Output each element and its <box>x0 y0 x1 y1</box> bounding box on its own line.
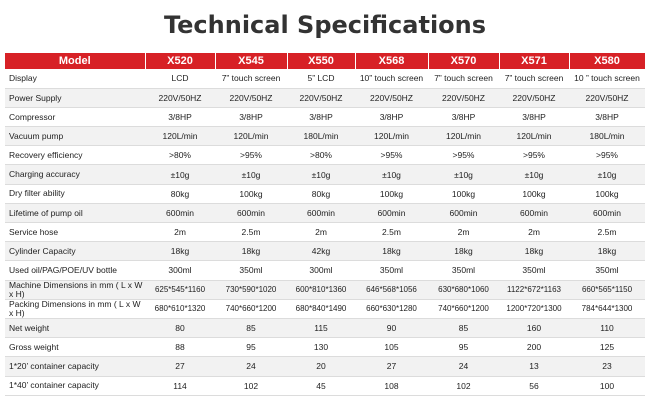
column-header: Model <box>5 53 145 69</box>
table-cell: >80% <box>145 146 215 165</box>
table-cell: 3/8HP <box>499 107 569 126</box>
column-header: X571 <box>499 53 569 69</box>
table-cell: 18kg <box>569 242 645 261</box>
table-cell: 680*610*1320 <box>145 299 215 318</box>
table-cell: 200 <box>499 338 569 357</box>
row-label: Service hose <box>5 223 145 242</box>
table-cell: 220V/50HZ <box>569 88 645 107</box>
table-cell: 120L/min <box>428 127 499 146</box>
table-cell: 20 <box>287 357 355 376</box>
table-cell: 24 <box>215 357 287 376</box>
table-cell: 85 <box>428 318 499 337</box>
table-cell: 95 <box>428 338 499 357</box>
table-row <box>5 280 645 299</box>
table-row <box>5 318 645 337</box>
column-header: X580 <box>569 53 645 69</box>
row-label: Lifetime of pump oil <box>5 203 145 222</box>
table-cell: 10 ” touch screen <box>569 69 645 88</box>
table-cell: 115 <box>287 318 355 337</box>
table-row <box>5 127 645 146</box>
table-cell: 730*590*1020 <box>215 280 287 299</box>
table-cell: 220V/50HZ <box>215 88 287 107</box>
table-cell: 102 <box>215 376 287 395</box>
row-label: 1*40’ container capacity <box>5 376 145 395</box>
row-label: Packing Dimensions in mm ( L x W x H) <box>5 299 145 318</box>
table-cell: 2m <box>145 223 215 242</box>
table-row <box>5 184 645 203</box>
table-cell: 1122*672*1163 <box>499 280 569 299</box>
page-title: Technical Specifications <box>163 11 487 39</box>
table-cell: 2m <box>287 223 355 242</box>
table-cell: 102 <box>428 376 499 395</box>
table-header-row <box>5 53 645 69</box>
table-cell: 85 <box>215 318 287 337</box>
row-label: Cylinder Capacity <box>5 242 145 261</box>
table-cell: 7” touch screen <box>215 69 287 88</box>
row-label: Used oil/PAG/POE/UV bottle <box>5 261 145 280</box>
table-cell: 3/8HP <box>569 107 645 126</box>
table-cell: 740*660*1200 <box>215 299 287 318</box>
table-cell: 108 <box>355 376 428 395</box>
table-cell: 90 <box>355 318 428 337</box>
table-cell: ±10g <box>215 165 287 184</box>
row-label: 1*20’ container capacity <box>5 357 145 376</box>
table-cell: 3/8HP <box>428 107 499 126</box>
table-cell: 18kg <box>145 242 215 261</box>
table-row <box>5 357 645 376</box>
table-cell: 2m <box>499 223 569 242</box>
table-cell: 100kg <box>428 184 499 203</box>
table-cell: ±10g <box>569 165 645 184</box>
table-cell: 13 <box>499 357 569 376</box>
table-cell: 7” touch screen <box>499 69 569 88</box>
table-cell: 100kg <box>569 184 645 203</box>
table-cell: 95 <box>215 338 287 357</box>
row-label: Compressor <box>5 107 145 126</box>
table-cell: 114 <box>145 376 215 395</box>
table-cell: 100kg <box>355 184 428 203</box>
table-cell: 105 <box>355 338 428 357</box>
table-cell: >80% <box>287 146 355 165</box>
table-cell: 600min <box>287 203 355 222</box>
table-cell: 350ml <box>355 261 428 280</box>
table-cell: 80kg <box>145 184 215 203</box>
table-cell: 680*840*1490 <box>287 299 355 318</box>
table-cell: 600min <box>569 203 645 222</box>
table-cell: 350ml <box>569 261 645 280</box>
table-cell: 600min <box>499 203 569 222</box>
table-cell: 630*680*1060 <box>428 280 499 299</box>
column-header: X570 <box>428 53 499 69</box>
table-row <box>5 376 645 395</box>
table-row <box>5 223 645 242</box>
table-cell: 18kg <box>428 242 499 261</box>
table-cell: >95% <box>215 146 287 165</box>
table-cell: ±10g <box>355 165 428 184</box>
table-cell: 1200*720*1300 <box>499 299 569 318</box>
table-cell: 3/8HP <box>355 107 428 126</box>
row-label: Machine Dimensions in mm ( L x W x H) <box>5 280 145 299</box>
specifications-table <box>5 53 646 396</box>
table-cell: 180L/min <box>569 127 645 146</box>
table-cell: 180L/min <box>287 127 355 146</box>
table-cell: 27 <box>145 357 215 376</box>
table-cell: 18kg <box>499 242 569 261</box>
table-cell: 660*630*1280 <box>355 299 428 318</box>
table-row <box>5 203 645 222</box>
table-cell: 56 <box>499 376 569 395</box>
table-cell: 646*568*1056 <box>355 280 428 299</box>
table-cell: 3/8HP <box>287 107 355 126</box>
table-cell: 42kg <box>287 242 355 261</box>
table-cell: 10” touch screen <box>355 69 428 88</box>
table-cell: ±10g <box>428 165 499 184</box>
table-row <box>5 146 645 165</box>
table-cell: 600min <box>145 203 215 222</box>
table-cell: 110 <box>569 318 645 337</box>
table-cell: 120L/min <box>499 127 569 146</box>
table-cell: 220V/50HZ <box>287 88 355 107</box>
row-label: Dry filter ability <box>5 184 145 203</box>
row-label: Display <box>5 69 145 88</box>
table-cell: 220V/50HZ <box>499 88 569 107</box>
table-cell: 2m <box>428 223 499 242</box>
row-label: Charging accuracy <box>5 165 145 184</box>
table-row <box>5 338 645 357</box>
table-cell: 23 <box>569 357 645 376</box>
table-cell: 27 <box>355 357 428 376</box>
table-cell: 2.5m <box>569 223 645 242</box>
table-cell: 18kg <box>215 242 287 261</box>
table-row <box>5 261 645 280</box>
table-cell: 3/8HP <box>145 107 215 126</box>
table-cell: 220V/50HZ <box>355 88 428 107</box>
table-cell: 220V/50HZ <box>428 88 499 107</box>
table-cell: 80kg <box>287 184 355 203</box>
table-row <box>5 242 645 261</box>
table-cell: 2.5m <box>215 223 287 242</box>
table-cell: 220V/50HZ <box>145 88 215 107</box>
table-cell: 120L/min <box>215 127 287 146</box>
table-cell: 2.5m <box>355 223 428 242</box>
table-cell: >95% <box>355 146 428 165</box>
table-cell: >95% <box>428 146 499 165</box>
table-cell: 45 <box>287 376 355 395</box>
column-header: X550 <box>287 53 355 69</box>
table-cell: >95% <box>499 146 569 165</box>
table-cell: 125 <box>569 338 645 357</box>
table-cell: LCD <box>145 69 215 88</box>
table-cell: >95% <box>569 146 645 165</box>
table-cell: 120L/min <box>145 127 215 146</box>
row-label: Net weight <box>5 318 145 337</box>
table-cell: 350ml <box>428 261 499 280</box>
table-cell: 600min <box>215 203 287 222</box>
table-cell: 625*545*1160 <box>145 280 215 299</box>
table-cell: 7” touch screen <box>428 69 499 88</box>
column-header: X545 <box>215 53 287 69</box>
table-cell: ±10g <box>499 165 569 184</box>
table-cell: ±10g <box>287 165 355 184</box>
table-cell: ±10g <box>145 165 215 184</box>
table-row <box>5 107 645 126</box>
table-cell: 160 <box>499 318 569 337</box>
table-cell: 660*565*1150 <box>569 280 645 299</box>
table-cell: 100kg <box>499 184 569 203</box>
table-cell: 600min <box>428 203 499 222</box>
row-label: Recovery efficiency <box>5 146 145 165</box>
table-row <box>5 299 645 318</box>
row-label: Vacuum pump <box>5 127 145 146</box>
table-cell: 300ml <box>145 261 215 280</box>
table-cell: 5” LCD <box>287 69 355 88</box>
table-cell: 100kg <box>215 184 287 203</box>
table-cell: 3/8HP <box>215 107 287 126</box>
table-cell: 80 <box>145 318 215 337</box>
row-label: Gross weight <box>5 338 145 357</box>
table-cell: 18kg <box>355 242 428 261</box>
table-cell: 120L/min <box>355 127 428 146</box>
row-label: Power Supply <box>5 88 145 107</box>
table-cell: 24 <box>428 357 499 376</box>
table-cell: 784*644*1300 <box>569 299 645 318</box>
table-row <box>5 69 645 88</box>
column-header: X568 <box>355 53 428 69</box>
table-cell: 300ml <box>287 261 355 280</box>
table-row <box>5 88 645 107</box>
column-header: X520 <box>145 53 215 69</box>
table-cell: 88 <box>145 338 215 357</box>
table-cell: 350ml <box>215 261 287 280</box>
table-row <box>5 165 645 184</box>
table-cell: 130 <box>287 338 355 357</box>
table-cell: 600min <box>355 203 428 222</box>
table-cell: 100 <box>569 376 645 395</box>
table-cell: 350ml <box>499 261 569 280</box>
table-cell: 600*810*1360 <box>287 280 355 299</box>
table-cell: 740*660*1200 <box>428 299 499 318</box>
